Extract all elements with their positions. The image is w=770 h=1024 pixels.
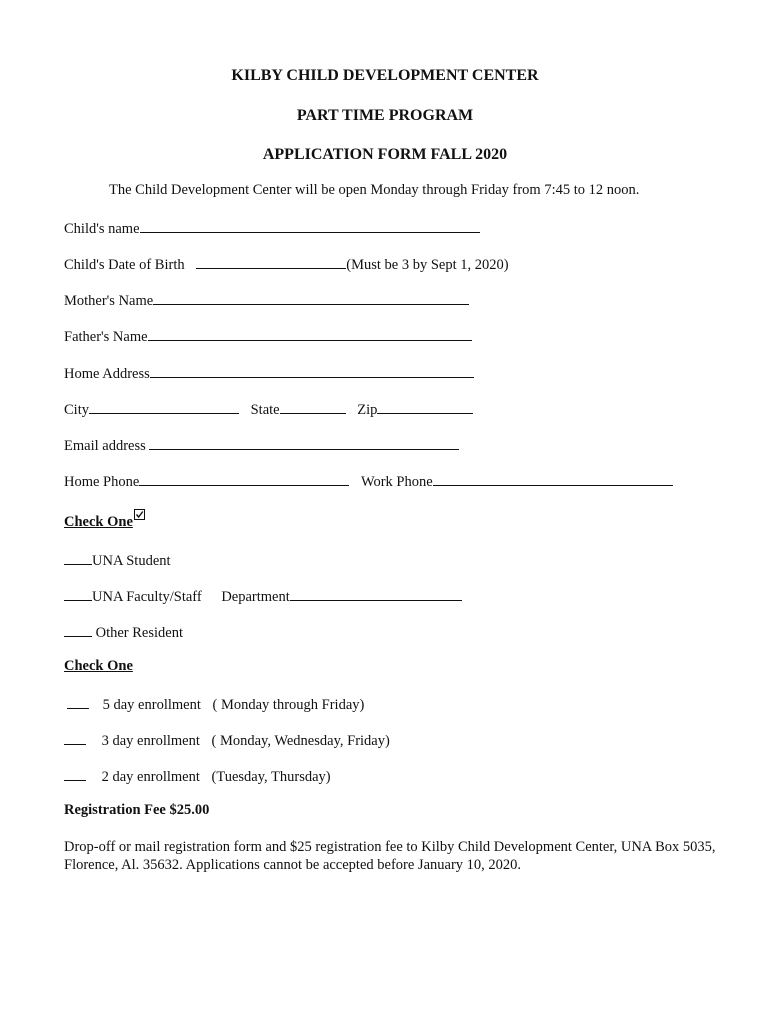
enrollment-option-3day <box>64 730 390 750</box>
city-label: City <box>64 402 89 418</box>
registration-fee: Registration Fee $25.00 <box>64 802 210 818</box>
enrollment-option-5day <box>64 694 364 714</box>
home-address-field[interactable] <box>150 363 474 378</box>
enrollment-5day-label: 5 day enrollment <box>102 697 201 713</box>
enrollment-heading-row <box>64 658 133 675</box>
enrollment-2day-label: 2 day enrollment <box>101 769 200 785</box>
enrollment-3day-days: ( Monday, Wednesday, Friday) <box>211 733 390 749</box>
instructions-text: Drop-off or mail registration form and $25 registration fee to Kilby Child Development Center, UNA Box 5035, Florence, Al. 35632. Applications cannot be accepted before January 10, 2020. <box>64 839 716 873</box>
intro-text: The Child Development Center will be open Monday through Friday from 7:45 to 12 noon. <box>109 182 640 198</box>
father-name-label: Father's Name <box>64 329 148 345</box>
email-label: Email address <box>64 438 146 454</box>
enrollment-option-2day <box>64 766 331 786</box>
faculty-check-blank[interactable] <box>64 586 92 601</box>
mother-name-row <box>64 290 469 310</box>
enrollment-5day-days: ( Monday through Friday) <box>212 697 365 713</box>
father-name-row <box>64 326 472 346</box>
email-row <box>64 435 459 455</box>
child-dob-row <box>64 254 509 274</box>
home-phone-field[interactable] <box>139 471 349 486</box>
city-field[interactable] <box>89 399 239 414</box>
home-address-row <box>64 363 474 383</box>
state-field[interactable] <box>280 399 346 414</box>
student-check-blank[interactable] <box>64 550 92 565</box>
other-check-blank[interactable] <box>64 622 92 637</box>
enrollment-2day-blank[interactable] <box>64 766 86 781</box>
other-option-row <box>64 622 183 642</box>
student-option-label: UNA Student <box>92 553 171 569</box>
father-name-field[interactable] <box>148 326 472 341</box>
email-field[interactable] <box>149 435 459 450</box>
mother-name-field[interactable] <box>153 290 469 305</box>
program-title: PART TIME PROGRAM <box>296 107 474 124</box>
affiliation-heading: Check One <box>64 514 133 530</box>
child-dob-label: Child's Date of Birth <box>64 257 185 273</box>
child-name-field[interactable] <box>140 218 480 233</box>
student-option-row <box>64 550 171 570</box>
dob-note: (Must be 3 by Sept 1, 2020) <box>346 257 509 273</box>
enrollment-5day-blank[interactable] <box>67 694 89 709</box>
enrollment-3day-label: 3 day enrollment <box>101 733 200 749</box>
child-name-label: Child's name <box>64 221 140 237</box>
zip-label: Zip <box>357 402 378 418</box>
home-address-label: Home Address <box>64 366 150 382</box>
child-dob-field[interactable] <box>196 254 346 269</box>
phone-row <box>64 471 673 491</box>
faculty-option-label: UNA Faculty/Staff <box>92 589 202 605</box>
mother-name-label: Mother's Name <box>64 293 154 309</box>
work-phone-field[interactable] <box>433 471 673 486</box>
center-title: KILBY CHILD DEVELOPMENT CENTER <box>231 67 539 84</box>
faculty-option-row <box>64 586 462 606</box>
form-title: APPLICATION FORM FALL 2020 <box>262 146 508 163</box>
enrollment-heading: Check One <box>64 658 133 674</box>
checkbox-icon[interactable] <box>134 509 145 520</box>
department-field[interactable] <box>290 586 462 601</box>
enrollment-3day-blank[interactable] <box>64 730 86 745</box>
affiliation-heading-row <box>64 514 145 531</box>
department-label: Department <box>221 589 290 605</box>
home-phone-label: Home Phone <box>64 474 140 490</box>
child-name-row <box>64 218 480 238</box>
other-option-label: Other Resident <box>95 625 184 641</box>
work-phone-label: Work Phone <box>360 474 433 490</box>
state-label: State <box>250 402 280 418</box>
zip-field[interactable] <box>377 399 473 414</box>
city-state-zip-row <box>64 399 473 419</box>
enrollment-2day-days: (Tuesday, Thursday) <box>211 769 331 785</box>
